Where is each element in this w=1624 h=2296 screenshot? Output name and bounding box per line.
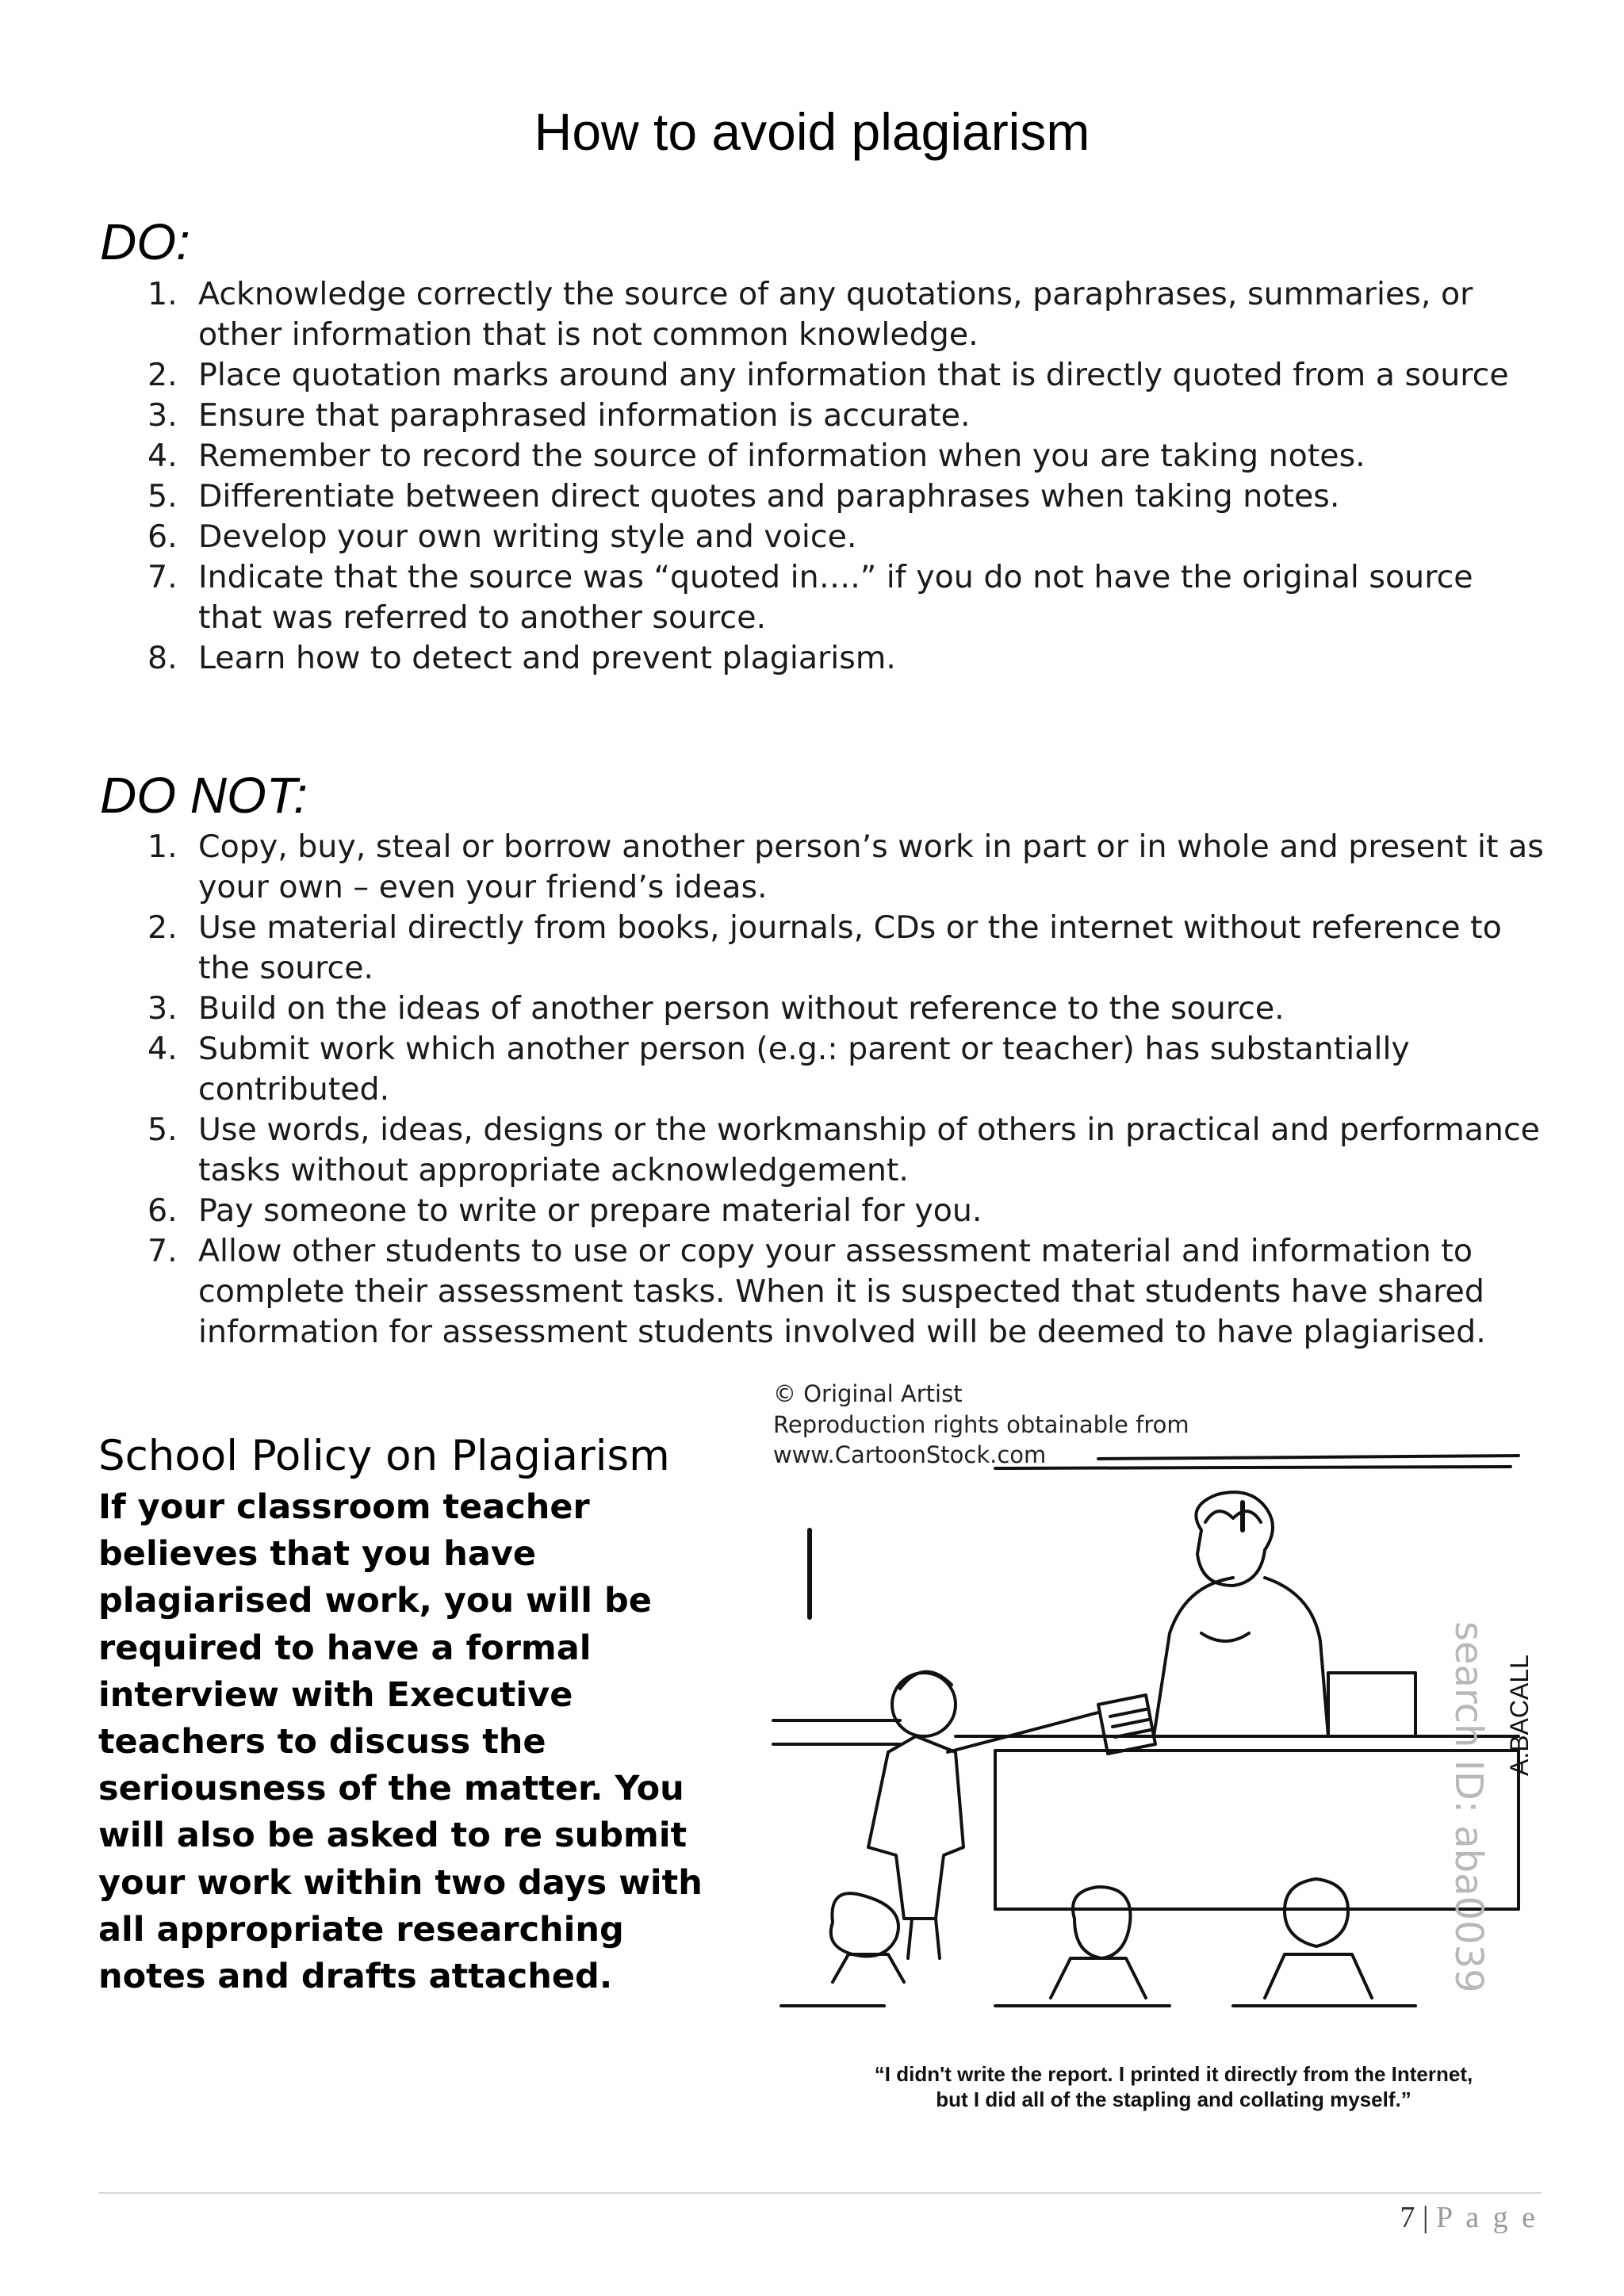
list-item-text: Use words, ideas, designs or the workmanship of others in practical and performance tasks without appropriate acknowledgement.	[198, 1112, 1540, 1188]
list-item	[0, 396, 1546, 436]
cartoon-caption	[793, 2061, 1554, 2112]
do-not-heading: DO NOT:	[100, 767, 308, 824]
page-title: How to avoid plagiarism	[534, 102, 1090, 161]
list-item-number: 1.	[147, 276, 178, 312]
list-item-number: 6.	[147, 519, 178, 555]
list-item	[0, 1029, 1546, 1110]
list-item	[0, 989, 1546, 1029]
page-footer	[1396, 2200, 1538, 2235]
list-item-text: Copy, buy, steal or borrow another person’s work in part or in whole and present it as your own – even your friend’s ideas.	[198, 828, 1544, 905]
caption-line2: but I did all of the stapling and collating myself.”	[936, 2087, 1411, 2111]
list-item-text: Allow other students to use or copy your assessment material and information to complete their assessment tasks. When it is suspected that students have shared information for assessment students involved will be deemed to have plagiarised.	[198, 1233, 1486, 1350]
list-item-text: Indicate that the source was “quoted in….” if you do not have the original source that was referred to another source.	[198, 559, 1473, 636]
list-item	[0, 436, 1546, 476]
list-item-number: 6.	[147, 1192, 178, 1229]
policy-body: If your classroom teacher believes that you have plagiarised work, you will be required to have a formal interview with Executive teachers to discuss the seriousness of the matter. You will also be asked to re submit your work within two days with all appropriate researching notes and drafts attached.	[98, 1487, 703, 1997]
cartoon-signature: A.BACALL	[1505, 1655, 1534, 1776]
list-item-number: 4.	[147, 438, 178, 474]
caption-line1: “I didn't write the report. I printed it directly from the Internet,	[874, 2062, 1473, 2086]
do-heading: DO:	[100, 213, 190, 270]
list-item-number: 2.	[147, 357, 178, 393]
list-item	[0, 557, 1546, 638]
list-item-number: 5.	[147, 1112, 178, 1148]
list-item-number: 4.	[147, 1031, 178, 1067]
do-not-list	[0, 827, 1546, 1353]
list-item	[0, 1231, 1546, 1353]
list-item-number: 5.	[147, 478, 178, 515]
list-item	[0, 908, 1546, 989]
list-item-text: Develop your own writing style and voice.	[198, 519, 857, 555]
list-item	[0, 1191, 1546, 1231]
do-list	[0, 274, 1546, 679]
list-item-text: Learn how to detect and prevent plagiarism.	[198, 640, 896, 676]
list-item	[0, 274, 1546, 355]
page-number: 7	[1400, 2201, 1415, 2234]
policy-title: School Policy on Plagiarism	[98, 1432, 670, 1480]
list-item-text: Remember to record the source of information when you are taking notes.	[198, 438, 1365, 474]
list-item-number: 1.	[147, 828, 178, 865]
list-item-text: Differentiate between direct quotes and paraphrases when taking notes.	[198, 478, 1340, 515]
list-item-text: Submit work which another person (e.g.: parent or teacher) has substantially contributed.	[198, 1031, 1410, 1108]
list-item-text: Place quotation marks around any information that is directly quoted from a source	[198, 357, 1509, 393]
list-item	[0, 517, 1546, 557]
list-item	[0, 476, 1546, 517]
list-item-text: Ensure that paraphrased information is accurate.	[198, 397, 971, 434]
list-item	[0, 1110, 1546, 1191]
cartoon-watermark: search ID: aba0039	[1446, 1621, 1491, 1993]
cartoon-credit-line3[interactable]: www.CartoonStock.com	[773, 1441, 1047, 1468]
cartoon-credit-line1: © Original Artist	[773, 1380, 963, 1407]
list-item	[0, 638, 1546, 679]
list-item-text: Acknowledge correctly the source of any quotations, paraphrases, summaries, or other information that is not common knowledge.	[198, 276, 1473, 353]
list-item-number: 3.	[147, 397, 178, 434]
list-item-number: 3.	[147, 990, 178, 1027]
list-item-number: 8.	[147, 640, 178, 676]
cartoon-credit-line2: Reproduction rights obtainable from	[773, 1411, 1189, 1438]
list-item-number: 2.	[147, 909, 178, 946]
page-label: P a g e	[1436, 2201, 1538, 2234]
list-item	[0, 827, 1546, 908]
list-item-text: Pay someone to write or prepare material for you.	[198, 1192, 982, 1229]
footer-separator: |	[1422, 2201, 1429, 2234]
list-item-number: 7.	[147, 1233, 178, 1269]
list-item	[0, 355, 1546, 396]
list-item-text: Build on the ideas of another person without reference to the source.	[198, 990, 1285, 1027]
list-item-text: Use material directly from books, journals, CDs or the internet without reference to the source.	[198, 909, 1502, 986]
footer-divider	[98, 2192, 1542, 2194]
list-item-number: 7.	[147, 559, 178, 595]
